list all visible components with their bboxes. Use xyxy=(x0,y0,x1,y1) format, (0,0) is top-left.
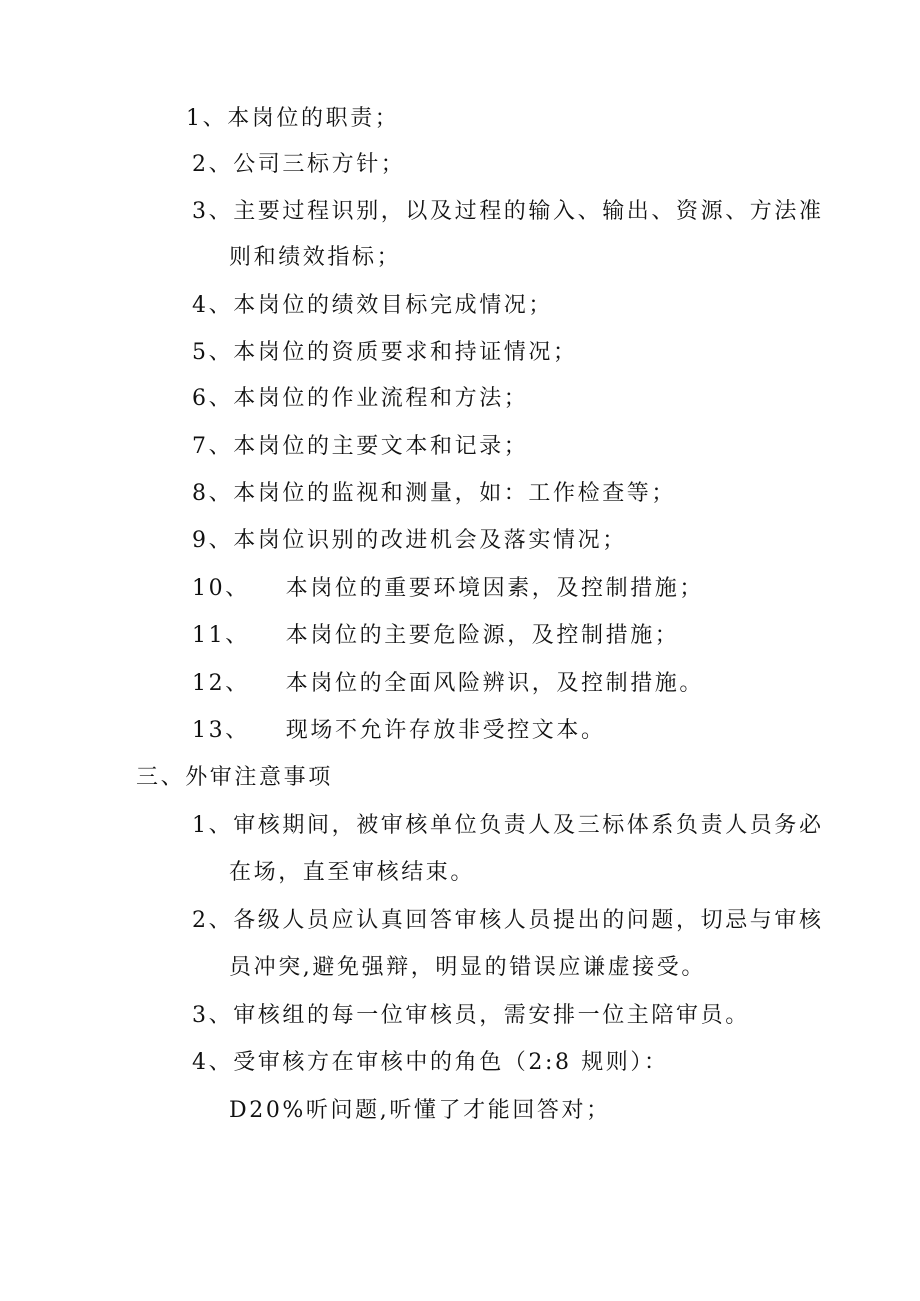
item-text: 本岗位的作业流程和方法； xyxy=(233,386,529,411)
item-number: 5、 xyxy=(192,340,234,365)
list-item-12 xyxy=(192,669,704,699)
note-1-continuation: 在场，直至审核结束。 xyxy=(229,860,476,885)
list-item-9 xyxy=(192,526,627,556)
item-number: 2、 xyxy=(192,152,234,177)
note-4-continuation: D20%听问题,听懂了才能回答对； xyxy=(229,1098,611,1123)
item-text: 本岗位的全面风险辨识，及控制措施。 xyxy=(285,671,704,696)
list-item-10 xyxy=(192,574,704,604)
list-item-6 xyxy=(192,384,528,414)
item-text: 本岗位的资质要求和持证情况； xyxy=(233,340,578,365)
section-heading: 三、外审注意事项 xyxy=(136,765,333,790)
list-item-4 xyxy=(192,291,553,321)
item-number: 9、 xyxy=(192,528,234,553)
item-number: 11、 xyxy=(192,623,250,648)
item-number: 13、 xyxy=(192,718,250,743)
item-text: 本岗位的职责； xyxy=(227,106,400,131)
list-item-1 xyxy=(186,104,399,134)
list-item-13 xyxy=(192,716,606,746)
list-item-3 xyxy=(192,197,824,227)
list-item-7 xyxy=(192,432,528,462)
item-number: 3、 xyxy=(192,199,234,224)
list-item-11 xyxy=(192,621,679,651)
item-text: 现场不允许存放非受控文本。 xyxy=(285,718,606,743)
item-number: 6、 xyxy=(192,386,234,411)
item-number: 1、 xyxy=(186,106,228,131)
item-text: 本岗位的主要危险源，及控制措施； xyxy=(285,623,680,648)
note-number: 4、 xyxy=(192,1050,234,1075)
item-text: 本岗位的重要环境因素，及控制措施； xyxy=(285,576,704,601)
note-2-continuation: 员冲突,避免强辩，明显的错误应谦虚接受。 xyxy=(229,955,706,980)
note-4 xyxy=(192,1048,669,1078)
item-number: 7、 xyxy=(192,434,234,459)
note-number: 3、 xyxy=(192,1003,234,1028)
item-text: 本岗位识别的改进机会及落实情况； xyxy=(233,528,627,553)
item-text: 公司三标方针； xyxy=(233,152,406,177)
item-number: 12、 xyxy=(192,671,250,696)
list-item-5 xyxy=(192,338,578,368)
item-number: 10、 xyxy=(192,576,250,601)
item-number: 4、 xyxy=(192,293,234,318)
note-text: 各级人员应认真回答审核人员提出的问题，切忌与审核 xyxy=(233,908,824,933)
note-text: 受审核方在审核中的角色（2:8 规则）： xyxy=(233,1050,669,1075)
item-text: 主要过程识别，以及过程的输入、输出、资源、方法准 xyxy=(233,199,824,224)
note-number: 1、 xyxy=(192,813,234,838)
item-text: 本岗位的主要文本和记录； xyxy=(233,434,529,459)
item-text: 本岗位的绩效目标完成情况； xyxy=(233,293,554,318)
list-item-2 xyxy=(192,150,405,180)
note-text: 审核期间，被审核单位负责人及三标体系负责人员务必 xyxy=(233,813,824,838)
item-text: 本岗位的监视和测量，如：工作检查等； xyxy=(233,481,677,506)
note-1 xyxy=(192,811,824,841)
note-text: 审核组的每一位审核员，需安排一位主陪审员。 xyxy=(233,1003,750,1028)
note-3 xyxy=(192,1001,750,1031)
list-item-8 xyxy=(192,479,676,509)
note-2 xyxy=(192,906,824,936)
item-number: 8、 xyxy=(192,481,234,506)
note-number: 2、 xyxy=(192,908,234,933)
list-item-3-continuation: 则和绩效指标； xyxy=(229,245,402,270)
